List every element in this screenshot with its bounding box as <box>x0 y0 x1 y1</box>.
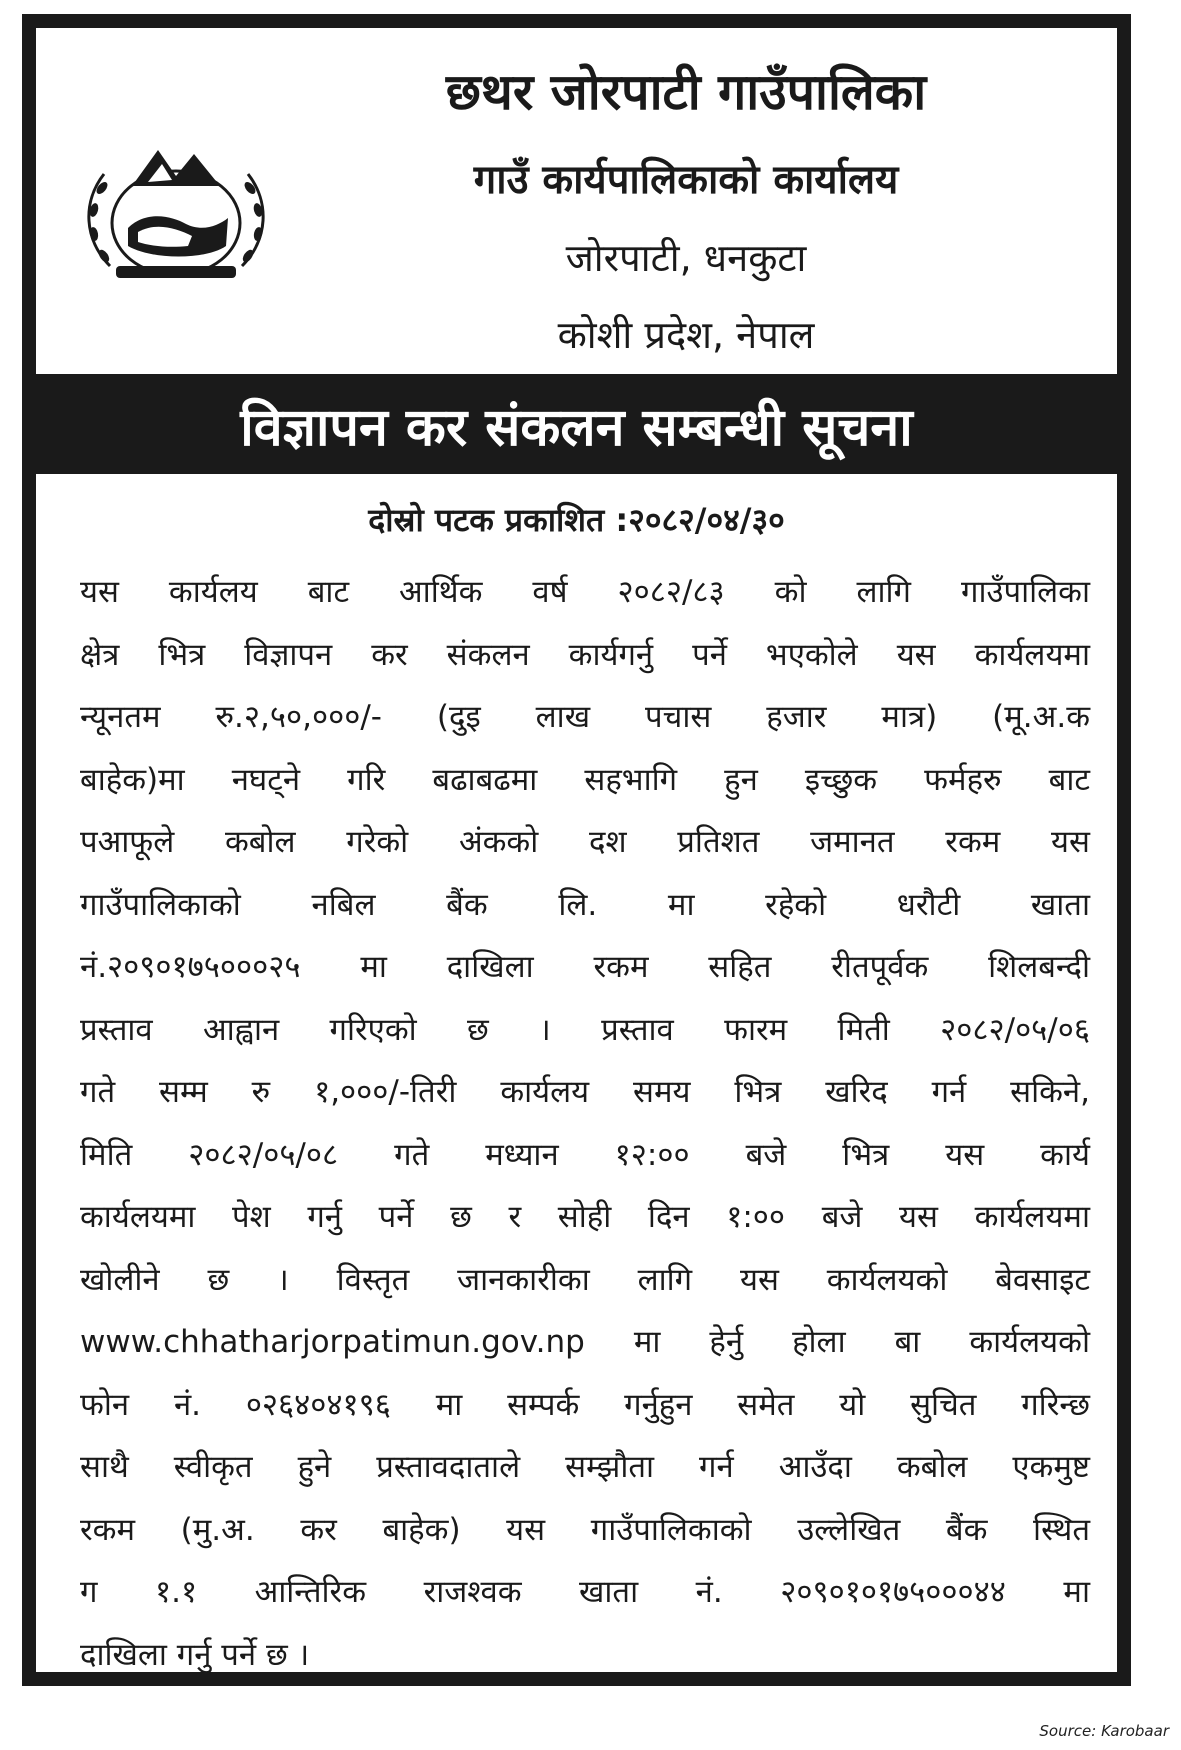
body-line: साथै स्वीकृत हुने प्रस्तावदाताले सम्झौता गर्न आउँदा कबोल एकमुष्ट <box>80 1449 1090 1485</box>
body-line: गते सम्म रु १,०००/-तिरी कार्यलय समय भित्र खरिद गर्न सकिने, <box>80 1074 1090 1110</box>
body-line: क्षेत्र भित्र विज्ञापन कर संकलन कार्यगर्नु पर्ने भएकोले यस कार्यलयमा <box>80 636 1090 673</box>
notice-header <box>36 28 1117 374</box>
body-line: पआफूले कबोल गरेको अंकको दश प्रतिशत जमानत रकम यस <box>80 824 1090 860</box>
body-line: बाहेक)मा नघट्ने गरि बढाबढमा सहभागि हुन इच्छुक फर्महरु बाट <box>80 761 1090 798</box>
source-credit: Source: Karobaar <box>1039 1722 1169 1740</box>
publication-date: २०८२/०४/३० <box>628 501 785 539</box>
website-line: www.chhatharjorpatimun.gov.np मा हेर्नु होला बा कार्यलयको <box>80 1324 1090 1360</box>
notice-body <box>80 561 1090 1686</box>
body-line: प्रस्ताव आह्वान गरिएको छ । प्रस्ताव फारम मिती २०८२/०५/०६ <box>80 1011 1090 1048</box>
body-line: गाउँपालिकाको नबिल बैंक लि. मा रहेको धरौटी खाता <box>80 886 1090 923</box>
body-line: ग १.१ आन्तिरिक राजश्वक खाता नं. २०९०१०१७५०००४४ मा <box>80 1574 1090 1610</box>
publication-line <box>36 498 1117 541</box>
office-name: गाउँ कार्यपालिकाको कार्यालय <box>473 157 899 203</box>
body-line: फोन नं. ०२६४०४१९६ मा सम्पर्क गर्नुहुन समेत यो सुचित गरिन्छ <box>80 1386 1090 1423</box>
body-line: मिति २०८२/०५/०८ गते मध्यान १२:०० बजे भित्र यस कार्य <box>80 1136 1090 1173</box>
body-line: कार्यलयमा पेश गर्नु पर्ने छ र सोही दिन १:०० बजे यस कार्यलयमा <box>80 1199 1090 1235</box>
body-line: न्यूनतम रु.२,५०,०००/- (दुइ लाख पचास हजार मात्र) (मू.अ.क <box>80 699 1090 735</box>
publication-label: दोस्रो पटक प्रकाशित : <box>368 501 629 539</box>
municipality-name: छथर जोरपाटी गाउँपालिका <box>445 63 927 121</box>
notice-title-banner <box>36 374 1117 474</box>
office-address: जोरपाटी, धनकुटा <box>565 236 807 280</box>
body-line: दाखिला गर्नु पर्ने छ । <box>80 1636 310 1673</box>
body-line: रकम (मु.अ. कर बाहेक) यस गाउँपालिकाको उल्लेखित बैंक स्थित <box>80 1511 1090 1548</box>
notice-title: विज्ञापन कर संकलन सम्बन्धी सूचना <box>240 398 913 458</box>
body-line: खोलीने छ । विस्तृत जानकारीका लागि यस कार्यलयको बेवसाइट <box>80 1261 1090 1298</box>
nepal-government-emblem-icon <box>76 128 276 298</box>
notice-frame <box>22 14 1131 1686</box>
body-line: यस कार्यलय बाट आर्थिक वर्ष २०८२/८३ को लागि गाउँपालिका <box>80 574 1090 610</box>
body-line: नं.२०९०१७५०००२५ मा दाखिला रकम सहित रीतपूर्वक शिलबन्दी <box>80 949 1090 985</box>
office-province: कोशी प्रदेश, नेपाल <box>557 313 815 357</box>
